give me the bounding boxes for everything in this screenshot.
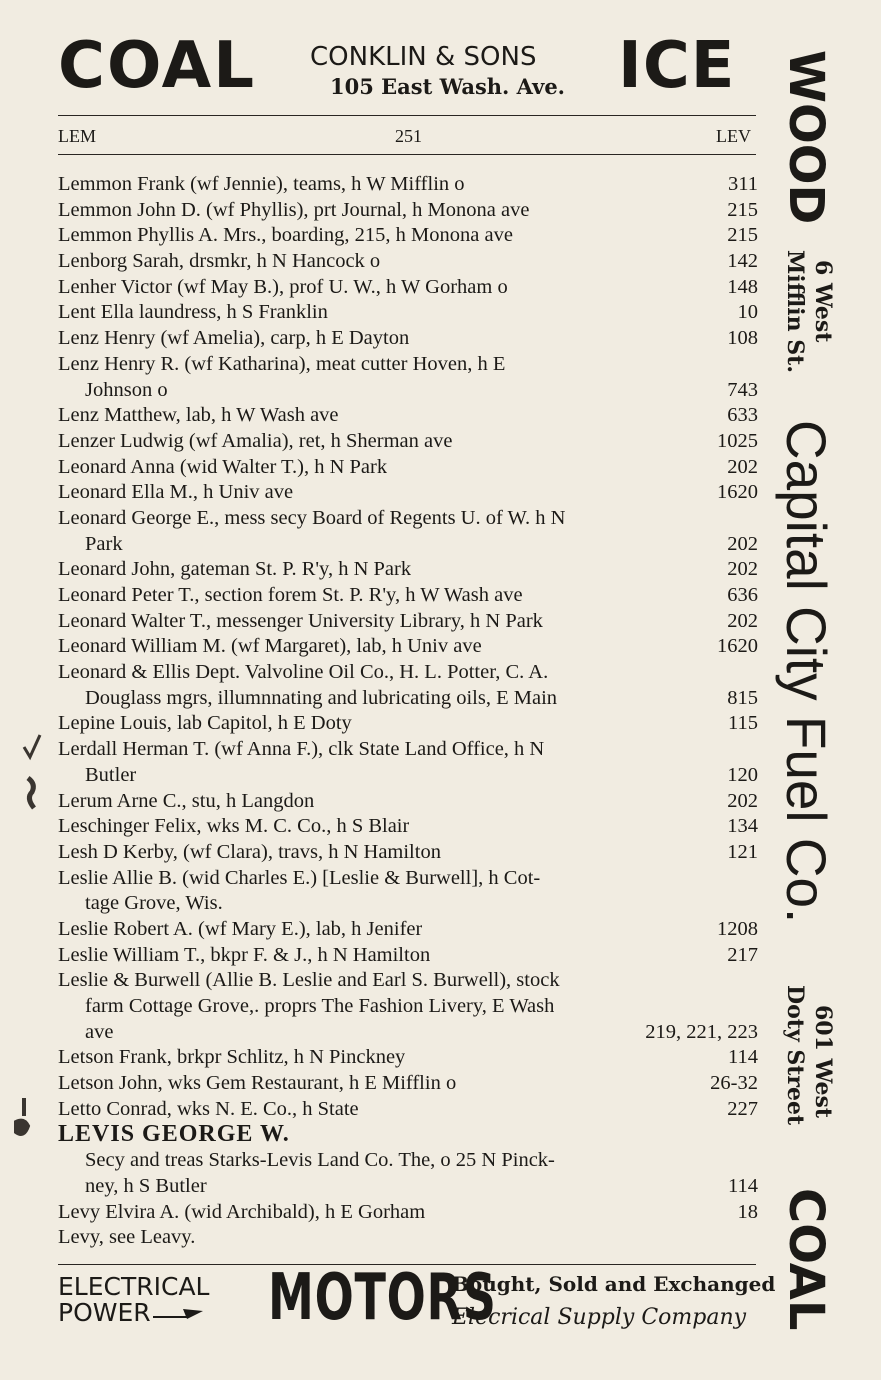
entry-house-number: 120	[727, 763, 758, 786]
entry-text: ney, h S Butler	[85, 1174, 207, 1197]
entry-text: Leslie & Burwell (Allie B. Leslie and Earl S. Burwell), stock	[58, 969, 560, 992]
footer-ad-electrical	[58, 1274, 209, 1327]
directory-entry	[58, 686, 758, 712]
entry-text: Letson John, wks Gem Restaurant, h E Mifflin o	[58, 1072, 457, 1095]
directory-entry	[58, 634, 758, 660]
entry-text: Lenher Victor (wf May B.), prof U. W., h W Gorham o	[58, 275, 508, 298]
side-ad-address2-line2: Doty Street	[782, 985, 808, 1126]
entry-text: Johnson o	[85, 378, 168, 401]
entry-house-number: 26-32	[710, 1072, 758, 1095]
directory-entry	[58, 223, 758, 249]
directory-entry	[58, 609, 758, 635]
directory-entry	[58, 1225, 758, 1251]
side-ad-address1-line1: 6 West	[810, 260, 836, 343]
entry-text: Lerum Arne C., stu, h Langdon	[58, 789, 315, 812]
directory-entry	[58, 506, 758, 532]
entry-text: Letson Frank, brkpr Schlitz, h N Pinckney	[58, 1046, 406, 1069]
entry-text: Lent Ella laundress, h S Franklin	[58, 301, 328, 324]
directory-entry	[58, 943, 758, 969]
entry-text: Lepine Louis, lab Capitol, h E Doty	[58, 712, 352, 735]
entry-text: Leonard Walter T., messenger University Library, h N Park	[58, 609, 543, 632]
entry-text: Lenborg Sarah, drsmkr, h N Hancock o	[58, 250, 381, 273]
directory-entry	[58, 1045, 758, 1071]
directory-entry	[58, 352, 758, 378]
footer-ad-line2-row	[58, 1300, 209, 1326]
directory-entry	[58, 994, 758, 1020]
entry-house-number	[750, 737, 758, 763]
directory-entry	[58, 789, 758, 815]
directory-entry	[58, 198, 758, 224]
entry-house-number: 114	[728, 1174, 758, 1197]
entry-house-number	[750, 352, 758, 378]
directory-entry	[58, 300, 758, 326]
footer-ad-line2: POWER	[58, 1298, 151, 1328]
header-ad-ice: ICE	[618, 29, 736, 103]
entry-text: Leslie William T., bkpr F. & J., h N Hamilton	[58, 943, 431, 966]
directory-entry	[58, 326, 758, 352]
arrow-right-icon	[153, 1300, 205, 1326]
entry-house-number: 1620	[717, 635, 758, 658]
running-head-right: LEV	[716, 126, 751, 146]
entry-house-number: 121	[727, 840, 758, 863]
entry-house-number: 134	[727, 815, 758, 838]
directory-listing	[58, 172, 758, 1251]
directory-entry	[58, 1148, 758, 1174]
entry-text: Butler	[85, 763, 137, 786]
header-ad-coal: COAL	[58, 29, 256, 103]
entry-house-number	[750, 1122, 758, 1148]
directory-entry	[58, 1200, 758, 1226]
side-ad-company: Capital City Fuel Co.	[775, 420, 838, 924]
directory-entry	[58, 532, 758, 558]
entry-text: Leonard Peter T., section forem St. P. R'y, h W Wash ave	[58, 584, 523, 606]
header-ad-company: CONKLIN & SONS	[310, 42, 537, 72]
side-ad-address2-line1: 601 West	[810, 1005, 836, 1119]
entry-house-number: 18	[737, 1200, 758, 1223]
entry-text: Lemmon Frank (wf Jennie), teams, h W Mifflin o	[58, 173, 465, 195]
entry-text: Leonard Ella M., h Univ ave	[58, 481, 294, 504]
entry-text: Leonard Anna (wid Walter T.), h N Park	[58, 455, 388, 478]
directory-entry	[58, 249, 758, 275]
side-ad-coal: COAL	[778, 1188, 834, 1331]
entry-house-number	[750, 866, 758, 892]
entry-text: Secy and treas Starks-Levis Land Co. The, o 25 N Pinck-	[85, 1149, 555, 1172]
footer-ad-motors: MOTORS	[268, 1261, 497, 1335]
entry-text: Letto Conrad, wks N. E. Co., h State	[58, 1097, 359, 1120]
margin-mark	[22, 776, 42, 812]
footer-ad-tagline: Bought, Sold and Exchanged	[452, 1272, 776, 1296]
directory-entry	[58, 429, 758, 455]
directory-entry	[58, 403, 758, 429]
entry-text: Leonard William M. (wf Margaret), lab, h Univ ave	[58, 635, 482, 658]
entry-house-number	[750, 1225, 758, 1251]
entry-house-number: 227	[727, 1097, 758, 1120]
entry-text: tage Grove, Wis.	[85, 892, 223, 915]
directory-entry	[58, 968, 758, 994]
directory-entry	[58, 763, 758, 789]
entry-house-number: 215	[727, 198, 758, 221]
entry-house-number: 148	[727, 275, 758, 298]
running-head-left: LEM	[58, 126, 96, 146]
directory-entry	[58, 866, 758, 892]
directory-entry	[58, 172, 758, 198]
entry-text: Lerdall Herman T. (wf Anna F.), clk State Land Office, h N	[58, 738, 545, 761]
directory-entry	[58, 660, 758, 686]
entry-house-number: 114	[728, 1046, 758, 1069]
margin-mark	[10, 1096, 34, 1142]
side-ad-address1-line2: Mifflin St.	[782, 250, 808, 373]
entry-text: Lenzer Ludwig (wf Amalia), ret, h Sherman ave	[58, 429, 453, 452]
entry-house-number: 202	[727, 455, 758, 478]
entry-house-number: 219, 221, 223	[645, 1020, 758, 1043]
entry-text: Levy, see Leavy.	[58, 1226, 196, 1249]
header-ad-address: 105 East Wash. Ave.	[330, 74, 565, 99]
entry-text: Lenz Henry (wf Amelia), carp, h E Dayton	[58, 327, 410, 350]
side-ad-wood: WOOD	[778, 50, 834, 225]
directory-entry	[58, 557, 758, 583]
entry-house-number: 142	[727, 250, 758, 273]
directory-entry	[58, 917, 758, 943]
entry-house-number: 815	[727, 686, 758, 709]
entry-text: Lenz Henry R. (wf Katharina), meat cutter Hoven, h E	[58, 352, 506, 375]
directory-entry	[58, 583, 758, 609]
header-rule	[58, 115, 756, 116]
entry-house-number: 636	[727, 584, 758, 606]
directory-entry	[58, 1071, 758, 1097]
entry-house-number	[750, 994, 758, 1020]
entry-house-number: 215	[727, 224, 758, 247]
directory-entry	[58, 814, 758, 840]
directory-entry	[58, 1122, 758, 1148]
entry-text: Lemmon Phyllis A. Mrs., boarding, 215, h Monona ave	[58, 224, 513, 247]
entry-house-number	[750, 506, 758, 532]
entry-text: Lemmon John D. (wf Phyllis), prt Journal, h Monona ave	[58, 198, 530, 221]
entry-text: Leonard & Ellis Dept. Valvoline Oil Co., H. L. Potter, C. A.	[58, 661, 549, 684]
directory-entry	[58, 455, 758, 481]
directory-entry	[58, 1174, 758, 1200]
entry-house-number: 217	[727, 943, 758, 966]
entry-text: Lenz Matthew, lab, h W Wash ave	[58, 404, 339, 427]
entry-house-number: 108	[727, 327, 758, 350]
entry-house-number: 1208	[717, 917, 758, 940]
entry-text: Park	[85, 532, 123, 555]
entry-house-number: 1025	[717, 429, 758, 452]
entry-house-number: 202	[727, 558, 758, 581]
entry-house-number: 633	[727, 404, 758, 427]
entry-text: Leonard John, gateman St. P. R'y, h N Park	[58, 558, 412, 581]
directory-entry	[58, 840, 758, 866]
directory-entry	[58, 1020, 758, 1046]
entry-house-number	[750, 968, 758, 994]
entry-text: Lesh D Kerby, (wf Clara), travs, h N Hamilton	[58, 840, 441, 863]
entry-text: Levy Elvira A. (wid Archibald), h E Gorham	[58, 1200, 426, 1223]
footer-ad-company: Elecrical Supply Company	[452, 1305, 747, 1330]
entry-house-number: 115	[728, 712, 758, 735]
directory-entry	[58, 1097, 758, 1123]
running-head-rule	[58, 154, 756, 155]
entry-house-number	[750, 1148, 758, 1174]
directory-entry	[58, 480, 758, 506]
directory-entry	[58, 891, 758, 917]
directory-entry	[58, 378, 758, 404]
directory-entry	[58, 711, 758, 737]
entry-house-number: 1620	[717, 481, 758, 504]
directory-entry	[58, 275, 758, 301]
entry-text: Leslie Robert A. (wf Mary E.), lab, h Jenifer	[58, 917, 423, 940]
entry-text: Douglass mgrs, illumnnating and lubricating oils, E Main	[85, 686, 558, 709]
entry-text: farm Cottage Grove,. proprs The Fashion Livery, E Wash	[85, 995, 555, 1017]
margin-checkmark	[22, 733, 44, 763]
entry-text: Leschinger Felix, wks M. C. Co., h S Blair	[58, 815, 410, 838]
entry-house-number: 202	[727, 532, 758, 555]
directory-entry	[58, 737, 758, 763]
footer-ad-line1: ELECTRICAL	[58, 1272, 210, 1301]
entry-text: Leslie Allie B. (wid Charles E.) [Leslie & Burwell], h Cot-	[58, 866, 541, 889]
entry-house-number: 10	[737, 301, 758, 324]
entry-house-number: 311	[728, 173, 758, 195]
entry-text: Leonard George E., mess secy Board of Regents U. of W. h N	[58, 506, 566, 529]
entry-text: ave	[85, 1020, 114, 1043]
entry-house-number	[750, 891, 758, 917]
entry-house-number: 743	[727, 378, 758, 401]
page-number: 251	[395, 126, 422, 146]
entry-house-number: 202	[727, 609, 758, 632]
entry-text: LEVIS GEORGE W.	[58, 1122, 290, 1148]
entry-house-number	[750, 660, 758, 686]
entry-house-number: 202	[727, 789, 758, 812]
